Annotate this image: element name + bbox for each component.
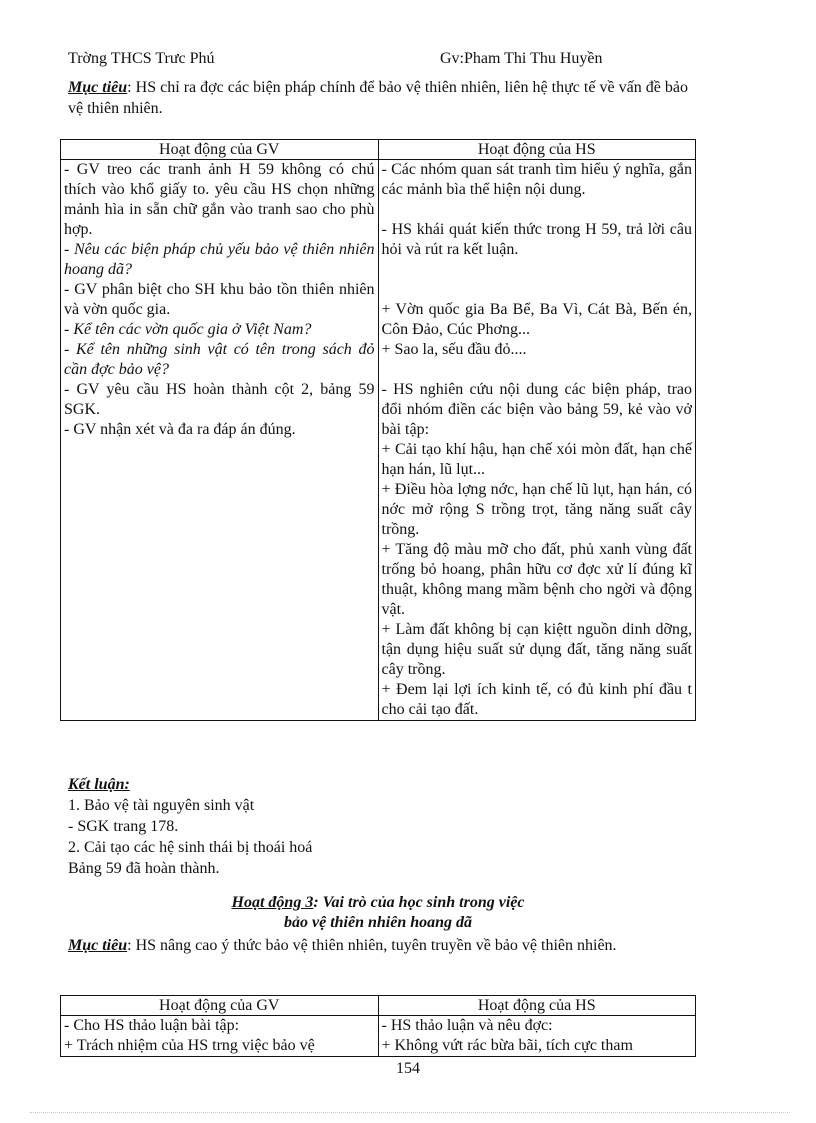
table-header-gv: Hoạt động của GV bbox=[61, 140, 379, 160]
gv-line: - GV treo các tranh ảnh H 59 không có chú thích vào khổ giấy to. yêu cầu HS chọn những mảnh hìa in sẵn chữ gắn vào tranh sao cho phù hợp. bbox=[64, 161, 375, 238]
header-teacher: Gv:Pham Thi Thu Huyền bbox=[440, 50, 603, 67]
page-bottom-divider bbox=[30, 1112, 790, 1113]
hs-line: + Làm đất không bị cạn kiệtt nguồn dinh dỡng, tận dụng hiệu suất sử dụng đất, tăng năng suất cây trồng. bbox=[381, 621, 692, 678]
page-number: 154 bbox=[396, 1060, 420, 1077]
activity-3-heading bbox=[68, 893, 688, 933]
goal-label: Mục tiêu bbox=[68, 79, 128, 96]
activity-table-2 bbox=[60, 995, 696, 1057]
hs-line: + Đem lại lợi ích kinh tế, có đủ kinh phí đầu t cho cải tạo đất. bbox=[381, 681, 692, 718]
hs-activities-cell bbox=[378, 1016, 696, 1057]
conclusion-label: Kết luận: bbox=[68, 776, 130, 793]
gv-question: - Kể tên những sinh vật có tên trong sách đỏ cần đợc bảo vệ? bbox=[64, 341, 375, 378]
hs-activities-cell bbox=[378, 160, 696, 721]
activity-3-subtitle: bảo vệ thiên nhiên hoang dã bbox=[283, 914, 473, 931]
conclusion-line: 1. Bảo vệ tài nguyên sinh vật bbox=[68, 797, 255, 814]
goal-label: Mục tiêu bbox=[68, 937, 128, 954]
hs-line: - HS nghiên cứu nội dung các biện pháp, trao đổi nhóm điền các biện vào bảng 59, kẻ vào vở bài tập: bbox=[381, 381, 692, 438]
gv-line: - Cho HS thảo luận bài tập: bbox=[64, 1017, 240, 1034]
goal-paragraph-1 bbox=[68, 77, 688, 119]
goal-text: : HS nâng cao ý thức bảo vệ thiên nhiên, tuyên truyền về bảo vệ thiên nhiên. bbox=[127, 937, 617, 954]
conclusion-line: 2. Cải tạo các hệ sinh thái bị thoái hoá bbox=[68, 839, 313, 856]
spacer bbox=[382, 200, 693, 220]
hs-line: + Không vứt rác bừa bãi, tích cực tham bbox=[381, 1037, 633, 1054]
conclusion-line: - SGK trang 178. bbox=[68, 818, 179, 835]
spacer bbox=[382, 260, 693, 280]
header-school: Trờng THCS Trưc Phú bbox=[68, 50, 215, 67]
activity-3-label: Hoạt động 3 bbox=[231, 894, 314, 911]
gv-activities-cell bbox=[61, 1016, 379, 1057]
gv-question: - Kể tên các vờn quốc gia ở Việt Nam? bbox=[64, 321, 312, 338]
spacer bbox=[382, 280, 693, 300]
goal-text: : HS chỉ ra đợc các biện pháp chính để bảo vệ thiên nhiên, liên hệ thực tế về vấn đề bảo vệ thiên nhiên. bbox=[68, 79, 688, 117]
gv-line: - GV yêu cầu HS hoàn thành cột 2, bảng 59 SGK. bbox=[64, 381, 375, 418]
conclusion-line: Bảng 59 đã hoàn thành. bbox=[68, 860, 220, 877]
gv-activities-cell bbox=[61, 160, 379, 721]
hs-line: + Vờn quốc gia Ba Bể, Ba Vì, Cát Bà, Bến én, Côn Đảo, Cúc Phơng... bbox=[381, 301, 692, 338]
activity-3-title: : Vai trò của học sinh trong việc bbox=[313, 894, 525, 911]
conclusion-block bbox=[68, 774, 312, 879]
activity-table-1 bbox=[60, 139, 696, 721]
hs-line: - HS thảo luận và nêu đợc: bbox=[381, 1017, 553, 1034]
table-header-hs: Hoạt động của HS bbox=[378, 996, 696, 1016]
hs-line: + Sao la, sếu đầu đỏ.... bbox=[381, 341, 527, 358]
hs-line: - HS khái quát kiến thức trong H 59, trả lời câu hỏi và rút ra kết luận. bbox=[381, 221, 692, 258]
spacer bbox=[382, 360, 693, 380]
goal-paragraph-2 bbox=[68, 935, 688, 956]
gv-line: + Trách nhiệm của HS trng việc bảo vệ bbox=[64, 1037, 315, 1054]
gv-line: - GV nhận xét và đa ra đáp án đúng. bbox=[64, 421, 296, 438]
hs-line: - Các nhóm quan sát tranh tìm hiểu ý nghĩa, gắn các mảnh bìa thể hiện nội dung. bbox=[381, 161, 692, 198]
hs-line: + Cải tạo khí hậu, hạn chế xói mòn đất, hạn chế hạn hán, lũ lụt... bbox=[381, 441, 692, 478]
table-header-hs: Hoạt động của HS bbox=[378, 140, 696, 160]
hs-line: + Tăng độ màu mỡ cho đất, phủ xanh vùng đất trống bỏ hoang, phân hữu cơ đợc xử lí đúng kĩ thuật, không mang mầm bệnh cho ngời và động vật. bbox=[381, 541, 692, 618]
table-header-gv: Hoạt động của GV bbox=[61, 996, 379, 1016]
gv-question: - Nêu các biện pháp chủ yếu bảo vệ thiên nhiên hoang dã? bbox=[64, 241, 375, 278]
gv-line: - GV phân biệt cho SH khu bảo tồn thiên nhiên và vờn quốc gia. bbox=[64, 281, 375, 318]
hs-line: + Điều hòa lợng nớc, hạn chế lũ lụt, hạn hán, có nớc mở rộng S trồng trọt, tăng năng suất cây trồng. bbox=[381, 481, 692, 538]
